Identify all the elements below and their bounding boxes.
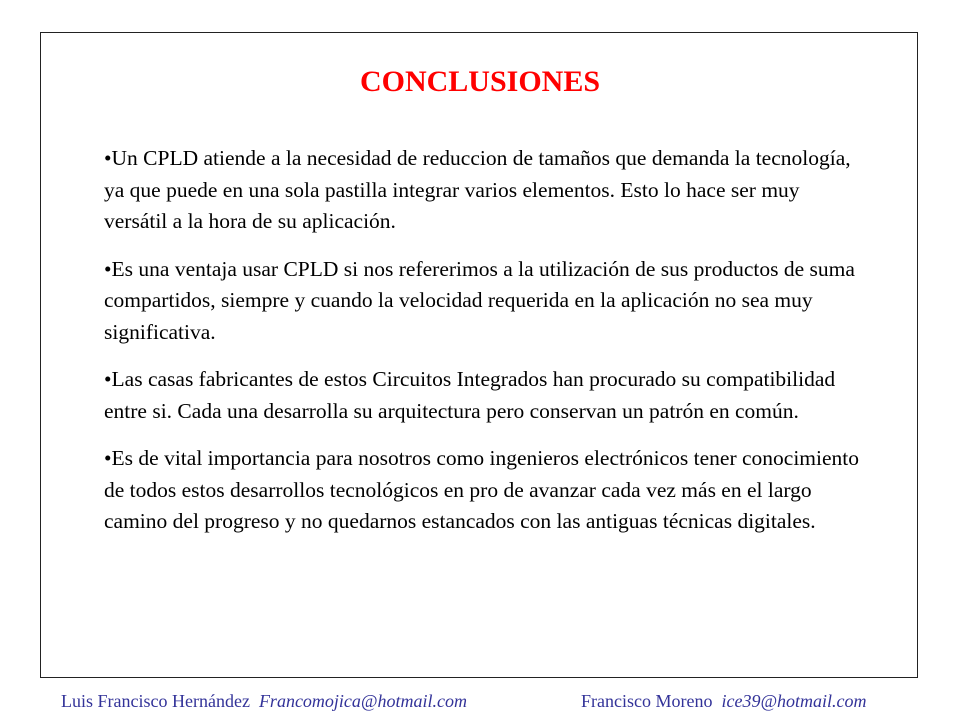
bullet-item-2: • Es una ventaja usar CPLD si nos refererimos a la utilización de sus productos de suma compartidos, siempre y cuando la velocidad requerida en la aplicación no sea muy significativa. bbox=[104, 254, 864, 349]
footer bbox=[0, 688, 960, 714]
bullet-item-1: • Un CPLD atiende a la necesidad de reduccion de tamaños que demanda la tecnología, ya que puede en una sola pastilla integrar varios elementos. Esto lo hace ser muy versátil a la hora de su aplicación. bbox=[104, 143, 864, 238]
author-name: Luis Francisco Hernández bbox=[61, 691, 250, 711]
bullet-list bbox=[104, 143, 864, 554]
slide-title: CONCLUSIONES bbox=[359, 65, 601, 98]
author-email-link[interactable]: Francomojica@hotmail.com bbox=[258, 691, 467, 711]
bullet-item-4: • Es de vital importancia para nosotros como ingenieros electrónicos tener conocimiento de todos estos desarrollos tecnológicos en pro de avanzar cada vez más en el largo camino del progreso y no quedarnos estancados con las antiguas técnicas digitales. bbox=[104, 443, 864, 538]
footer-author-2 bbox=[581, 688, 867, 714]
footer-author-1 bbox=[61, 688, 467, 714]
bullet-item-3: • Las casas fabricantes de estos Circuitos Integrados han procurado su compatibilidad entre si. Cada una desarrolla su arquitectura pero conservan un patrón en común. bbox=[104, 364, 864, 427]
author-email-link[interactable]: ice39@hotmail.com bbox=[721, 691, 867, 711]
author-name: Francisco Moreno bbox=[581, 691, 713, 711]
